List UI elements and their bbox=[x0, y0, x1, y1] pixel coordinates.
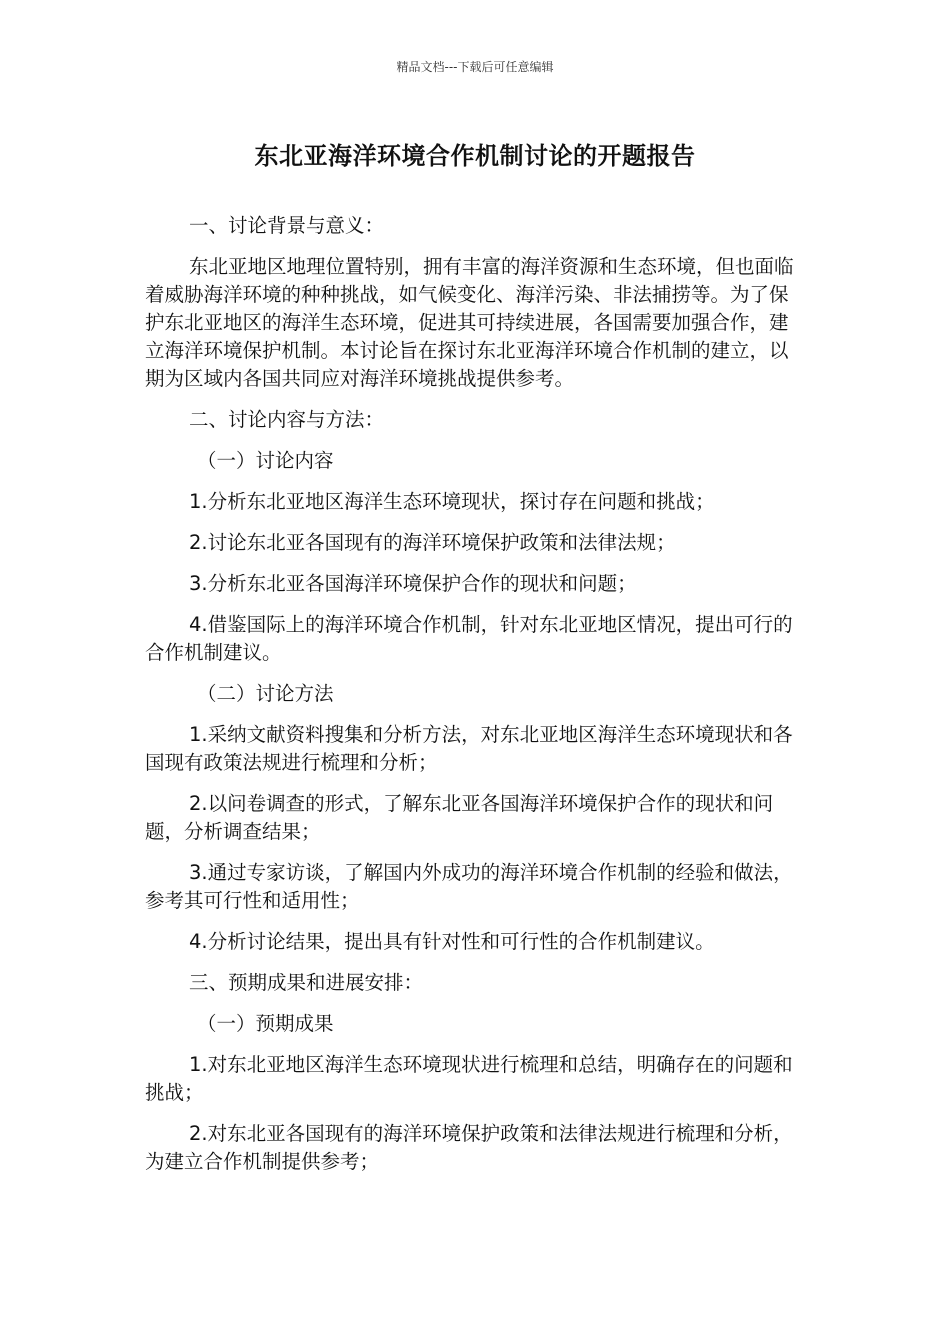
list-item: 3.分析东北亚各国海洋环境保护合作的现状和问题； bbox=[189, 572, 637, 595]
list-item: 1.对东北亚地区海洋生态环境现状进行梳理和总结，明确存在的问题和挑战； bbox=[145, 1053, 793, 1104]
section-heading: 一、讨论背景与意义： bbox=[189, 214, 385, 237]
list-item: 4.分析讨论结果，提出具有针对性和可行性的合作机制建议。 bbox=[189, 930, 715, 953]
paragraph: 东北亚地区地理位置特别，拥有丰富的海洋资源和生态环境，但也面临着威胁海洋环境的种种挑战，如气候变化、海洋污染、非法捕捞等。为了保护东北亚地区的海洋生态环境，促进其可持续进展，各国需要加强合作，建立海洋环境保护机制。本讨论旨在探讨东北亚海洋环境合作机制的建立，以期为区域内各国共同应对海洋环境挑战提供参考。 bbox=[145, 255, 794, 390]
subsection-heading: （二）讨论方法 bbox=[197, 682, 334, 705]
list-item: 1.采纳文献资料搜集和分析方法，对东北亚地区海洋生态环境现状和各国现有政策法规进行梳理和分析； bbox=[145, 723, 793, 774]
section-heading: 三、预期成果和进展安排： bbox=[189, 971, 424, 994]
list-item: 2.对东北亚各国现有的海洋环境保护政策和法律法规进行梳理和分析，为建立合作机制提供参考； bbox=[145, 1122, 793, 1173]
document-title: 东北亚海洋环境合作机制讨论的开题报告 bbox=[254, 142, 696, 170]
list-item: 4.借鉴国际上的海洋环境合作机制，针对东北亚地区情况，提出可行的合作机制建议。 bbox=[145, 613, 793, 664]
list-item: 2.以问卷调查的形式，了解东北亚各国海洋环境保护合作的现状和问题，分析调查结果； bbox=[145, 792, 774, 843]
subsection-heading: （一）预期成果 bbox=[197, 1012, 334, 1035]
document-body bbox=[145, 212, 805, 1189]
section-heading: 二、讨论内容与方法： bbox=[189, 408, 385, 431]
list-item: 1.分析东北亚地区海洋生态环境现状，探讨存在问题和挑战； bbox=[189, 490, 715, 513]
header-note: 精品文档---下载后可任意编辑 bbox=[396, 60, 554, 74]
subsection-heading: （一）讨论内容 bbox=[197, 449, 334, 472]
list-item: 2.讨论东北亚各国现有的海洋环境保护政策和法律法规； bbox=[189, 531, 676, 554]
list-item: 3.通过专家访谈，了解国内外成功的海洋环境合作机制的经验和做法，参考其可行性和适用性； bbox=[145, 861, 793, 912]
